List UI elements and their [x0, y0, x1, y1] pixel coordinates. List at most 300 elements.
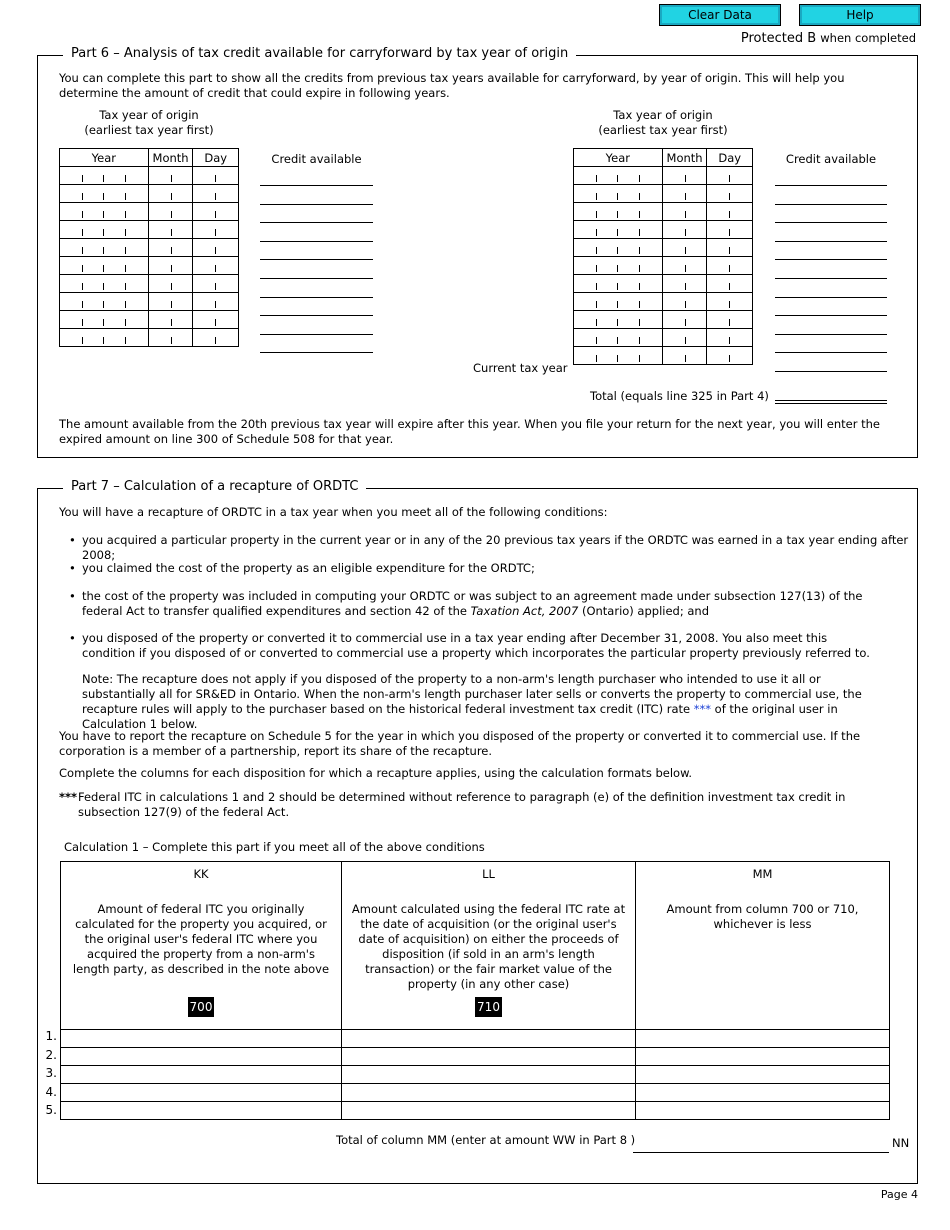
month-input[interactable] [662, 329, 707, 347]
year-input[interactable] [574, 293, 663, 311]
day-header: Day [707, 149, 753, 167]
credit-available-field[interactable] [775, 204, 887, 205]
digit-separator [125, 247, 126, 254]
calc1-total-label: Total of column MM (enter at amount WW in Part 8 ) [336, 1133, 636, 1147]
bullet-2 [69, 561, 892, 576]
credit-available-field[interactable] [260, 334, 373, 335]
digit-separator [596, 355, 597, 362]
digit-separator [685, 283, 686, 290]
year-input[interactable] [574, 347, 663, 365]
day-input[interactable] [193, 185, 239, 203]
year-input[interactable] [60, 185, 149, 203]
digit-separator [103, 229, 104, 236]
digit-separator [729, 355, 730, 362]
protected-label [741, 31, 916, 46]
digit-separator [171, 265, 172, 272]
digit-separator [125, 265, 126, 272]
row-number: 4. [45, 1084, 57, 1099]
row-number: 5. [45, 1103, 57, 1118]
day-input[interactable] [193, 203, 239, 221]
month-input[interactable] [662, 221, 707, 239]
year-input[interactable] [574, 203, 663, 221]
month-header: Month [148, 149, 193, 167]
credit-available-field[interactable] [260, 352, 373, 353]
calc1-title: Calculation 1 – Complete this part if you meet all of the above conditions [64, 840, 485, 854]
digit-separator [729, 319, 730, 326]
part6-total-field[interactable] [775, 400, 887, 401]
digit-separator [685, 355, 686, 362]
day-input[interactable] [193, 221, 239, 239]
day-input[interactable] [707, 329, 753, 347]
month-input[interactable] [148, 185, 193, 203]
digit-separator [596, 175, 597, 182]
day-input[interactable] [707, 275, 753, 293]
footnote-text: Federal ITC in calculations 1 and 2 should be determined without reference to paragraph (e) of the definition investment tax credit in subsection 127(9) of the federal Act. [78, 790, 846, 819]
origin-header-line2: (earliest tax year first) [84, 123, 214, 137]
note-stars: *** [693, 702, 711, 716]
mm-input[interactable] [636, 1102, 890, 1120]
month-input[interactable] [662, 239, 707, 257]
bullet-dot: • [69, 589, 76, 603]
mm-input[interactable] [636, 1048, 890, 1066]
digit-separator [596, 337, 597, 344]
digit-separator [639, 301, 640, 308]
col-ll-description: Amount calculated using the federal ITC rate at the date of acquisition (or the original user's date of acquisition) on either the proceeds of disposition (if sold in an arm's length transaction) or the fair market value of the property (in any other case) [351, 902, 626, 991]
when-completed-text: when completed [820, 31, 916, 45]
digit-separator [82, 301, 83, 308]
digit-separator [685, 211, 686, 218]
digit-separator [685, 265, 686, 272]
digit-separator [617, 211, 618, 218]
month-input[interactable] [148, 293, 193, 311]
day-input[interactable] [193, 239, 239, 257]
digit-separator [82, 247, 83, 254]
digit-separator [729, 301, 730, 308]
mm-input[interactable] [636, 1066, 890, 1084]
bullet-3 [69, 589, 892, 619]
day-input[interactable] [707, 293, 753, 311]
credit-available-field[interactable] [775, 259, 887, 260]
digit-separator [617, 265, 618, 272]
date-row [574, 221, 753, 239]
month-input[interactable] [662, 185, 707, 203]
digit-separator [215, 265, 216, 272]
col-kk-description: Amount of federal ITC you originally calculated for the property you acquired, or the original user's federal ITC where you acquired the property from a non-arm's length party, as described in the note above [72, 902, 330, 976]
code-710-box: 710 [475, 997, 502, 1017]
month-input[interactable] [662, 293, 707, 311]
row-number: 3. [45, 1066, 57, 1081]
digit-separator [596, 319, 597, 326]
date-row [60, 311, 239, 329]
digit-separator [639, 247, 640, 254]
digit-separator [729, 229, 730, 236]
digit-separator [171, 301, 172, 308]
digit-separator [639, 337, 640, 344]
digit-separator [103, 337, 104, 344]
credit-available-field[interactable] [775, 352, 887, 353]
kk-input[interactable] [61, 1030, 342, 1048]
digit-separator [215, 229, 216, 236]
col-mm-letter: MM [752, 867, 773, 881]
digit-separator [617, 193, 618, 200]
month-input[interactable] [148, 311, 193, 329]
part6-total-label: Total (equals line 325 in Part 4) [590, 389, 769, 403]
credit-available-header-left: Credit available [271, 152, 362, 166]
day-header: Day [193, 149, 239, 167]
month-input[interactable] [662, 203, 707, 221]
digit-separator [171, 193, 172, 200]
digit-separator [82, 265, 83, 272]
digit-separator [617, 283, 618, 290]
digit-separator [103, 247, 104, 254]
credit-available-field[interactable] [775, 371, 887, 372]
date-row [574, 293, 753, 311]
col-mm-description: Amount from column 700 or 710, whichever is less [666, 902, 859, 931]
ll-input[interactable] [342, 1048, 636, 1066]
credit-available-field[interactable] [775, 241, 887, 242]
month-input[interactable] [148, 167, 193, 185]
bullet-3-text-a: the cost of the property was included in computing your ORDTC or was subject to an agreement made under subsection 127(13) of the federal Act to transfer qualified expenditures and section 42 of the [82, 589, 863, 618]
credit-available-field[interactable] [260, 222, 373, 223]
digit-separator [125, 211, 126, 218]
digit-separator [729, 265, 730, 272]
year-input[interactable] [574, 221, 663, 239]
digit-separator [215, 211, 216, 218]
credit-available-field[interactable] [260, 259, 373, 260]
digit-separator [685, 247, 686, 254]
calc1-row [61, 1066, 890, 1084]
total-mm-field[interactable] [633, 1152, 889, 1153]
year-input[interactable] [574, 329, 663, 347]
digit-separator [639, 355, 640, 362]
date-row [60, 167, 239, 185]
digit-separator [215, 175, 216, 182]
digit-separator [596, 301, 597, 308]
recapture-note [82, 672, 882, 732]
month-input[interactable] [148, 203, 193, 221]
code-710 [342, 997, 635, 1017]
month-input[interactable] [148, 329, 193, 347]
digit-separator [125, 229, 126, 236]
date-row [60, 275, 239, 293]
footnote [59, 790, 859, 820]
bullet-4-text: you disposed of the property or converted it to commercial use in a tax year ending after December 31, 2008. You also meet this condition if you disposed of or converted to commercial use a property which incorporates the particular property previously referred to. [82, 631, 870, 660]
credit-available-field[interactable] [775, 297, 887, 298]
date-row [574, 185, 753, 203]
ll-input[interactable] [342, 1030, 636, 1048]
date-row [574, 329, 753, 347]
digit-separator [125, 337, 126, 344]
digit-separator [103, 265, 104, 272]
bullet-dot: • [69, 631, 76, 645]
kk-input[interactable] [61, 1048, 342, 1066]
year-input[interactable] [60, 257, 149, 275]
digit-separator [215, 319, 216, 326]
date-row [574, 311, 753, 329]
digit-separator [82, 337, 83, 344]
credit-available-field[interactable] [775, 278, 887, 279]
row-number: 1. [45, 1029, 57, 1043]
bullet-dot: • [69, 561, 76, 575]
digit-separator [171, 337, 172, 344]
digit-separator [639, 283, 640, 290]
digit-separator [596, 193, 597, 200]
month-input[interactable] [662, 347, 707, 365]
credit-available-field[interactable] [775, 334, 887, 335]
row-number: 2. [45, 1047, 57, 1062]
year-input[interactable] [60, 311, 149, 329]
mm-input[interactable] [636, 1084, 890, 1102]
digit-separator [639, 319, 640, 326]
credit-available-field[interactable] [260, 204, 373, 205]
digit-separator [729, 283, 730, 290]
code-700-box: 700 [188, 997, 215, 1017]
digit-separator [617, 175, 618, 182]
bullet-1-text: you acquired a particular property in the current year or in any of the 20 previous tax years if the ORDTC was earned in a tax year ending after 2008; [82, 533, 909, 562]
digit-separator [125, 301, 126, 308]
digit-separator [215, 193, 216, 200]
digit-separator [82, 211, 83, 218]
date-row [574, 167, 753, 185]
day-input[interactable] [707, 167, 753, 185]
bullet-3-text-b: (Ontario) applied; and [578, 604, 710, 618]
ll-input[interactable] [342, 1084, 636, 1102]
year-header: Year [60, 149, 149, 167]
day-input[interactable] [707, 221, 753, 239]
day-input[interactable] [707, 185, 753, 203]
help-button[interactable]: Help [799, 4, 921, 26]
part6-total-double-line [775, 403, 887, 404]
day-input[interactable] [193, 311, 239, 329]
calc1-row [61, 1084, 890, 1102]
credit-available-field[interactable] [260, 241, 373, 242]
date-row [60, 239, 239, 257]
date-row [60, 221, 239, 239]
digit-separator [685, 193, 686, 200]
credit-available-field[interactable] [260, 185, 373, 186]
digit-separator [82, 193, 83, 200]
year-input[interactable] [574, 167, 663, 185]
digit-separator [171, 211, 172, 218]
digit-separator [171, 319, 172, 326]
bullet-3-italic: Taxation Act, 2007 [470, 604, 579, 618]
day-input[interactable] [707, 311, 753, 329]
calc1-row [61, 1030, 890, 1048]
digit-separator [171, 175, 172, 182]
year-input[interactable] [60, 275, 149, 293]
digit-separator [82, 175, 83, 182]
digit-separator [215, 247, 216, 254]
day-input[interactable] [707, 257, 753, 275]
origin-header-line1: Tax year of origin [99, 108, 199, 122]
digit-separator [729, 337, 730, 344]
credit-available-header-right: Credit available [785, 152, 877, 166]
digit-separator [596, 229, 597, 236]
year-input[interactable] [60, 293, 149, 311]
origin-header-line2: (earliest tax year first) [598, 123, 728, 137]
digit-separator [639, 229, 640, 236]
bullet-4 [69, 631, 882, 661]
credit-available-field[interactable] [260, 278, 373, 279]
digit-separator [82, 319, 83, 326]
credit-available-field[interactable] [775, 222, 887, 223]
day-input[interactable] [707, 203, 753, 221]
date-row [574, 257, 753, 275]
digit-separator [103, 319, 104, 326]
digit-separator [171, 247, 172, 254]
digit-separator [103, 193, 104, 200]
mm-input[interactable] [636, 1030, 890, 1048]
month-input[interactable] [148, 239, 193, 257]
date-row [574, 203, 753, 221]
month-input[interactable] [148, 275, 193, 293]
digit-separator [125, 283, 126, 290]
digit-separator [215, 301, 216, 308]
month-input[interactable] [148, 257, 193, 275]
digit-separator [617, 247, 618, 254]
digit-separator [639, 193, 640, 200]
bullet-1 [69, 533, 912, 563]
kk-input[interactable] [61, 1102, 342, 1120]
day-input[interactable] [193, 167, 239, 185]
day-input[interactable] [193, 293, 239, 311]
digit-separator [596, 247, 597, 254]
date-row [574, 347, 753, 365]
digit-separator [617, 319, 618, 326]
digit-separator [82, 229, 83, 236]
digit-separator [685, 229, 686, 236]
origin-header-left [59, 108, 239, 138]
ll-input[interactable] [342, 1066, 636, 1084]
origin-header-line1: Tax year of origin [613, 108, 713, 122]
part7-title: Part 7 – Calculation of a recapture of ORDTC [63, 479, 366, 494]
month-input[interactable] [662, 311, 707, 329]
kk-input[interactable] [61, 1066, 342, 1084]
date-table-left [59, 148, 239, 347]
complete-paragraph: Complete the columns for each disposition for which a recapture applies, using the calculation formats below. [59, 766, 693, 780]
date-row [574, 239, 753, 257]
calc1-header-row [61, 862, 890, 1030]
footnote-stars: *** [59, 790, 78, 804]
date-row [60, 257, 239, 275]
digit-separator [103, 283, 104, 290]
bullet-2-text: you claimed the cost of the property as an eligible expenditure for the ORDTC; [82, 561, 535, 575]
day-input[interactable] [193, 329, 239, 347]
col-kk-letter: KK [193, 867, 209, 881]
digit-separator [685, 175, 686, 182]
digit-separator [125, 193, 126, 200]
year-input[interactable] [574, 275, 663, 293]
report-paragraph: You have to report the recapture on Schedule 5 for the year in which you disposed of the property or converted it to commercial use. If the corporation is a member of a partnership, report its share of the recapture. [59, 729, 861, 758]
credit-available-field[interactable] [260, 297, 373, 298]
digit-separator [125, 175, 126, 182]
digit-separator [639, 175, 640, 182]
digit-separator [729, 193, 730, 200]
part6-footer: The amount available from the 20th previous tax year will expire after this year. When you file your return for the next year, you will enter the expired amount on line 300 of Schedule 508 for that year. [59, 417, 880, 446]
year-input[interactable] [60, 203, 149, 221]
origin-header-right [573, 108, 753, 138]
day-input[interactable] [193, 257, 239, 275]
bullet-dot: • [69, 533, 76, 547]
digit-separator [171, 283, 172, 290]
credit-available-field[interactable] [775, 315, 887, 316]
year-input[interactable] [574, 311, 663, 329]
ll-input[interactable] [342, 1102, 636, 1120]
note-text-b: of the original user in Calculation 1 below. [82, 702, 838, 731]
digit-separator [685, 301, 686, 308]
protected-b-text: Protected B [740, 31, 817, 46]
year-header: Year [574, 149, 663, 167]
year-input[interactable] [574, 185, 663, 203]
month-input[interactable] [148, 221, 193, 239]
digit-separator [103, 211, 104, 218]
total-code-nn: NN [892, 1136, 910, 1150]
kk-input[interactable] [61, 1084, 342, 1102]
calc1-col-kk [61, 862, 342, 1030]
month-header: Month [662, 149, 707, 167]
month-input[interactable] [662, 275, 707, 293]
digit-separator [685, 337, 686, 344]
day-input[interactable] [193, 275, 239, 293]
digit-separator [215, 337, 216, 344]
digit-separator [617, 355, 618, 362]
digit-separator [596, 265, 597, 272]
digit-separator [82, 283, 83, 290]
part6-title: Part 6 – Analysis of tax credit available for carryforward by tax year of origin [63, 46, 576, 61]
digit-separator [103, 301, 104, 308]
calc1-col-ll [342, 862, 636, 1030]
date-table-right [573, 148, 753, 365]
current-tax-year-label: Current tax year [473, 361, 568, 375]
digit-separator [617, 337, 618, 344]
digit-separator [215, 283, 216, 290]
part6-intro: You can complete this part to show all the credits from previous tax years available for carryforward, by year of origin. This will help you determine the amount of credit that could expire in following years. [59, 71, 845, 100]
year-input[interactable] [60, 239, 149, 257]
digit-separator [685, 319, 686, 326]
year-input[interactable] [574, 239, 663, 257]
date-row [60, 293, 239, 311]
month-input[interactable] [662, 167, 707, 185]
digit-separator [617, 301, 618, 308]
year-input[interactable] [60, 221, 149, 239]
credit-available-field[interactable] [260, 315, 373, 316]
calc1-col-mm [636, 862, 890, 1030]
year-input[interactable] [60, 329, 149, 347]
digit-separator [596, 283, 597, 290]
digit-separator [596, 211, 597, 218]
digit-separator [103, 175, 104, 182]
digit-separator [171, 229, 172, 236]
day-input[interactable] [707, 239, 753, 257]
credit-available-field[interactable] [775, 185, 887, 186]
year-input[interactable] [60, 167, 149, 185]
calc1-table [60, 861, 890, 1120]
date-row [60, 203, 239, 221]
note-text-a: Note: The recapture does not apply if you disposed of the property to a non-arm's length purchaser who intended to use it all or substantially all for SR&ED in Ontario. When the non-arm's length purchaser later sells or converts the property to commercial use, the recapture rules will apply to the purchaser based on the historical federal investment tax credit (ITC) rate [82, 672, 862, 716]
clear-data-button[interactable]: Clear Data [659, 4, 781, 26]
year-input[interactable] [574, 257, 663, 275]
digit-separator [639, 265, 640, 272]
date-row [574, 275, 753, 293]
part7-intro: You will have a recapture of ORDTC in a tax year when you meet all of the following conditions: [59, 505, 608, 519]
date-row [60, 185, 239, 203]
calc1-row [61, 1048, 890, 1066]
digit-separator [729, 175, 730, 182]
day-input[interactable] [707, 347, 753, 365]
digit-separator [617, 229, 618, 236]
code-700 [61, 997, 341, 1017]
month-input[interactable] [662, 257, 707, 275]
